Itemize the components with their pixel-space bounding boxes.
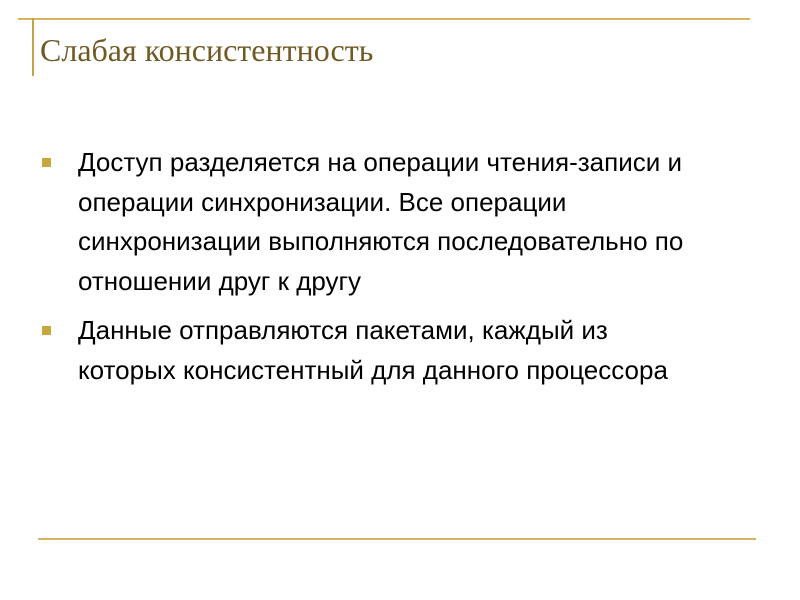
square-bullet-icon <box>42 158 51 167</box>
bullet-text: Доступ разделяется на операции чтения-записи и операции синхронизации. Все операции синхронизации выполняются последовательно по отношении друг к другу <box>78 147 684 296</box>
bullet-text: Данные отправляются пакетами, каждый из которых консистентный для данного процессора <box>78 315 668 385</box>
title-left-accent-rule <box>32 18 34 76</box>
bottom-rule <box>38 538 756 540</box>
title-top-rule <box>18 18 750 20</box>
bullet-item <box>42 311 692 390</box>
bullet-list <box>42 143 692 400</box>
square-bullet-icon <box>42 326 51 335</box>
bullet-item <box>42 143 692 301</box>
slide-title: Слабая консистентность <box>40 32 374 68</box>
